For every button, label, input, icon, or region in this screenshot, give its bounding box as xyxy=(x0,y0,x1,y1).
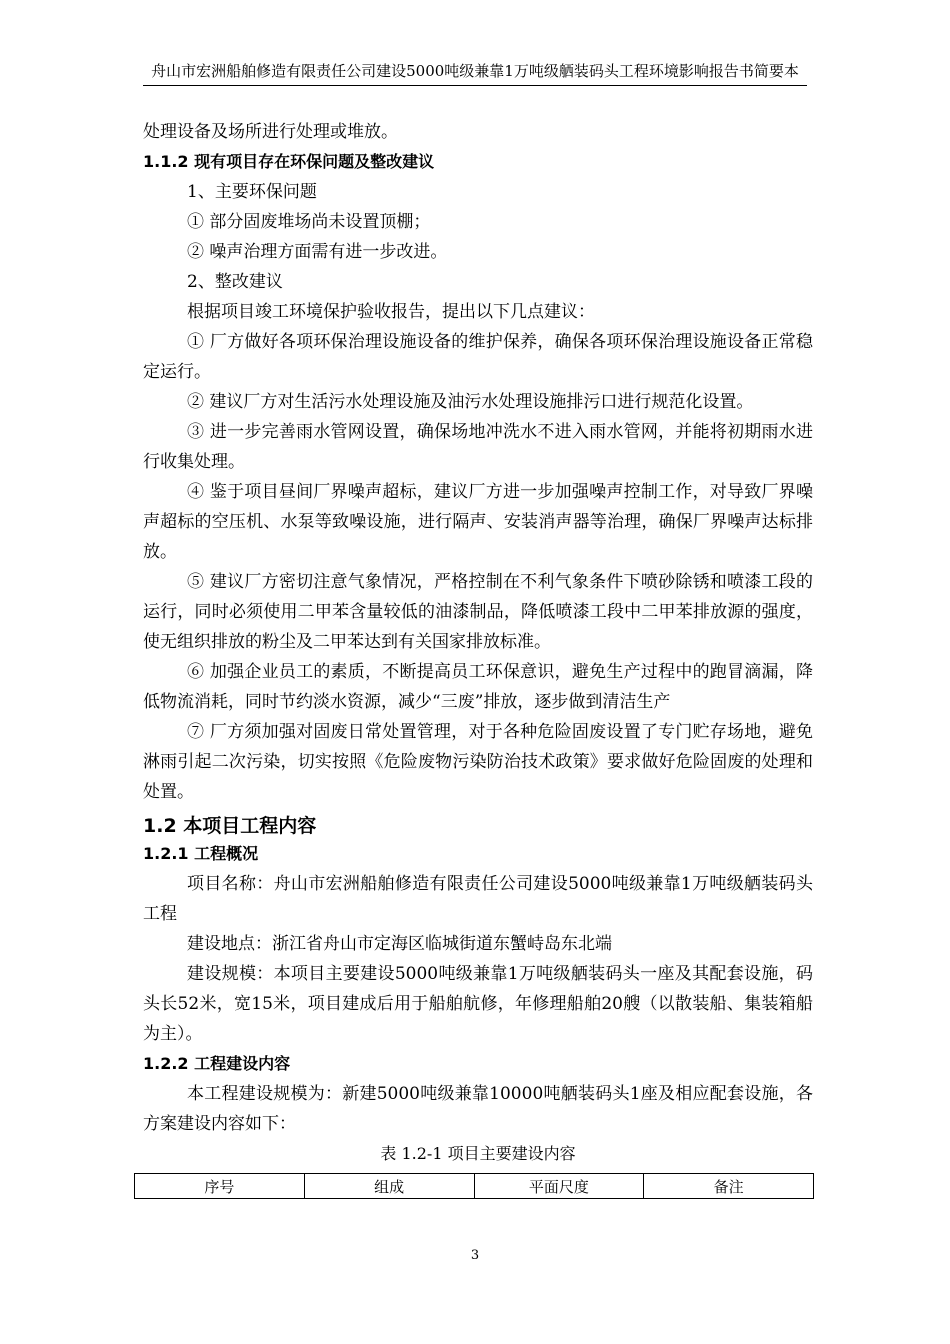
suggestion-3: ③ 进一步完善雨水管网设置，确保场地冲洗水不进入雨水管网，并能将初期雨水进行收集处理。 xyxy=(143,422,813,472)
suggestion-5: ⑤ 建议厂方密切注意气象情况，严格控制在不利气象条件下喷砂除锈和喷漆工段的运行，同时必须使用二甲苯含量较低的油漆制品，降低喷漆工段中二甲苯排放源的强度，使无组织排放的粉尘及二甲苯达到有关国家排放标准。 xyxy=(143,572,813,652)
page-body xyxy=(143,117,813,1199)
suggestion-6: ⑥ 加强企业员工的素质，不断提高员工环保意识，避免生产过程中的跑冒滴漏，降低物流消耗，同时节约淡水资源，减少“三废”排放，逐步做到清洁生产 xyxy=(143,662,813,712)
header-divider xyxy=(143,85,807,86)
page-number: 3 xyxy=(470,1248,480,1263)
heading-1-2: 1.2 本项目工程内容 xyxy=(143,815,317,837)
suggestion-1: ① 厂方做好各项环保治理设施设备的维护保养，确保各项环保治理设施设备正常稳定运行。 xyxy=(143,332,813,382)
heading-1-1-2: 1.1.2 现有项目存在环保问题及整改建议 xyxy=(143,152,435,171)
col-header-index: 序号 xyxy=(135,1174,305,1199)
suggestion-7: ⑦ 厂方须加强对固废日常处置管理，对于各种危险固废设置了专门贮存场地，避免淋雨引起二次污染，切实按照《危险废物污染防治技术政策》要求做好危险固废的处理和处置。 xyxy=(143,722,813,802)
suggestions-intro: 根据项目竣工环境保护验收报告，提出以下几点建议： xyxy=(187,302,595,322)
issue-2: ② 噪声治理方面需有进一步改进。 xyxy=(187,242,448,262)
table-caption: 表 1.2-1 项目主要建设内容 xyxy=(380,1144,576,1163)
project-scale: 建设规模：本项目主要建设5000吨级兼靠1万吨级舾装码头一座及其配套设施，码头长52米，宽15米，项目建成后用于船舶航修，年修理船舶20艘（以散装船、集装箱船为主）。 xyxy=(143,964,813,1044)
heading-1-2-2: 1.2.2 工程建设内容 xyxy=(143,1054,291,1073)
suggestion-2: ② 建议厂方对生活污水处理设施及油污水处理设施排污口进行规范化设置。 xyxy=(187,392,754,412)
build-intro: 本工程建设规模为：新建5000吨级兼靠10000吨舾装码头1座及相应配套设施，各方案建设内容如下： xyxy=(143,1084,813,1134)
col-header-remark: 备注 xyxy=(644,1174,814,1199)
table-header-row xyxy=(135,1174,814,1199)
col-header-dimension: 平面尺度 xyxy=(474,1174,644,1199)
paragraph-continuation: 处理设备及场所进行处理或堆放。 xyxy=(143,122,398,142)
issues-title: 1、主要环保问题 xyxy=(187,182,317,202)
project-name: 项目名称：舟山市宏洲船舶修造有限责任公司建设5000吨级兼靠1万吨级舾装码头工程 xyxy=(143,874,813,924)
suggestion-4: ④ 鉴于项目昼间厂界噪声超标，建议厂方进一步加强噪声控制工作，对导致厂界噪声超标的空压机、水泵等致噪设施，进行隔声、安装消声器等治理，确保厂界噪声达标排放。 xyxy=(143,482,813,562)
col-header-component: 组成 xyxy=(304,1174,474,1199)
running-header: 舟山市宏洲船舶修造有限责任公司建设5000吨级兼靠1万吨级舾装码头工程环境影响报告书简要本 xyxy=(151,62,799,80)
issue-1: ① 部分固废堆场尚未设置顶棚； xyxy=(187,212,431,232)
suggestions-title: 2、整改建议 xyxy=(187,272,283,292)
project-site: 建设地点：浙江省舟山市定海区临城街道东蟹峙岛东北端 xyxy=(187,934,612,954)
heading-1-2-1: 1.2.1 工程概况 xyxy=(143,844,259,863)
construction-table xyxy=(134,1173,814,1199)
